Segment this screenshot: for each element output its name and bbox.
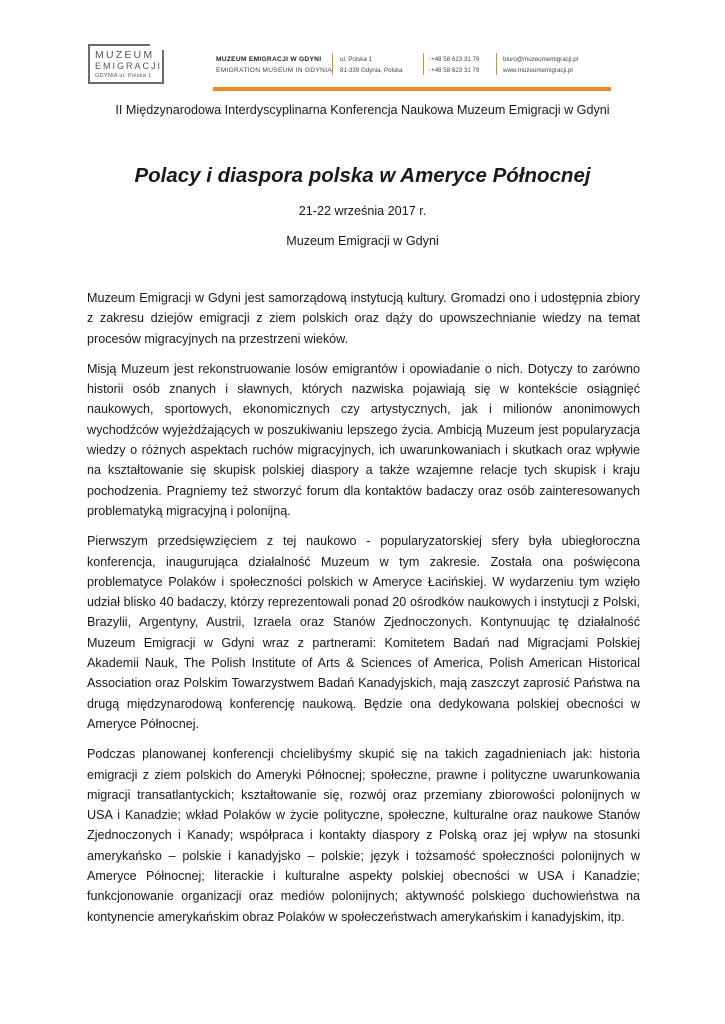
paragraph: Muzeum Emigracji w Gdyni jest samorządową instytucją kultury. Gromadzi ono i udostępnia zbiory z zakresu dziejów emigracji z ziem polskich oraz dąży do upowszechnianie wiedzy na temat procesów migracyjnych na przestrzeni wieków. [87,291,640,346]
conference-line: II Międzynarodowa Interdyscyplinarna Konferencja Naukowa Muzeum Emigracji w Gdyni [115,103,610,117]
phone-block [428,54,479,76]
institution-name [216,54,332,76]
paragraph: Misją Muzeum jest rekonstruowanie losów emigrantów i opowiadanie o nich. Dotyczy to zarówno historii osób znanych i sławnych, których nazwiska pojawiają się w kontekście osiągnięć naukowych, sportowych, ekonomicznych czy artystycznych, jak i milionów anonimowych wychodźców wyjeżdżających w poszukiwaniu lepszego życia. Ambicją Muzeum jest popularyzacja wiedzy o różnych aspektach ruchów migracyjnych, ich uwarunkowaniach i skutkach oraz wpływie na kształtowanie się skupisk polskiej diaspory a także wzajemne relacje tych skupisk i kraju pochodzenia. Pragniemy też stworzyć forum dla kontaktów badaczy oraz osób zainteresowanych problematyką migracyjną i polonijną. [87,361,640,518]
website-link[interactable]: www.muzeumemigracji.pl [503,67,573,74]
page-title: Polacy i diaspora polska w Ameryce Północnej [134,164,591,187]
header-divider [423,53,424,75]
paragraph: Pierwszym przedsięwzięciem z tej naukowo - popularyzatorskiej sfery była ubiegłoroczna konferencja, inaugurująca działalność Muzeum w tym zakresie. Została ona poświęcona problematyce Polaków i społeczności polskich w Ameryce Łacińskiej. W wydarzeniu tym wzięło udział blisko 40 badaczy, którzy reprezentowali ponad 20 ośrodków naukowych i instytucji z Polski, Brazylii, Argentyny, Austrii, Izraela oraz Stanów Zjednoczonych. Kontynuując tę działalność Muzeum Emigracji w Gdyni wraz z partnerami: Komitetem Badań nad Migracjami Polskiej Akademii Nauk, The Polish Institute of Arts & Sciences of America, Polish American Historical Association oraz Polskim Towarzystwem Badań Kanadyjskich, mają zaszczyt zaprosić Państwa na drugą międzynarodową konferencję naukową. Będzie ona dedykowana polskiej obecności w Ameryce Północnej. [87,534,640,731]
event-date: 21-22 września 2017 r. [298,204,427,218]
address-line-2: 81-339 Gdynia, Polska [340,67,403,74]
logo-line-2: EMIGRACJI [95,61,163,71]
phone-icon: ↑ [428,56,432,63]
contact-block [503,54,578,76]
institution-name-en: EMIGRATION MUSEUM IN GDYNIA [216,67,333,74]
logo-line-1: MUZEUM [95,49,155,61]
header-divider [496,53,497,75]
header-accent-bar [213,87,611,91]
paragraph: Podczas planowanej konferencji chcielibyśmy skupić się na takich zagadnieniach jak: historia emigracji z ziem polskich do Ameryki Północnej; społeczne, prawne i polityczne uwarunkowania migracji transatlantyckich; kształtowanie się, rozwój oraz przemiany zbiorowości polonijnych w USA i Kanadzie; wkład Polaków w życie polityczne, społeczne, kulturalne oraz naukowe Stanów Zjednoczonych i Kanady; współpraca i kontakty diaspory z Polską oraz jej wpływ na stosunki amerykańsko – polskie i kanadyjsko – polskie; język i tożsamość społeczności polonijnych w Ameryce Północnej; literackie i kulturalne aspekty polskiej obecności w USA i Kanadzie; funkcjonowanie organizacji oraz mediów polonijnych; aktywność polskiego duchowieństwa na kontynencie amerykańskim obraz Polaków w społeczeństwach amerykańskim i kanadyjskim, itp. [87,747,640,924]
fax-number: +48 58 623 31 79 [431,67,480,74]
fax-icon: ↑ [428,67,432,74]
institution-name-pl: MUZEUM EMIGRACJI W GDYNI [216,56,322,63]
event-venue: Muzeum Emigracji w Gdyni [286,234,439,248]
email-link[interactable]: biuro@muzeumemigracji.pl [503,56,579,63]
header-divider [332,53,333,75]
logo-line-3: GDYNIA ul. Polska 1 [95,73,152,79]
address-block [340,54,403,76]
address-line-1: ul. Polska 1 [340,56,372,63]
museum-logo [88,44,164,84]
phone-number: +48 58 623 31 79 [431,56,480,63]
body-text [87,288,640,937]
